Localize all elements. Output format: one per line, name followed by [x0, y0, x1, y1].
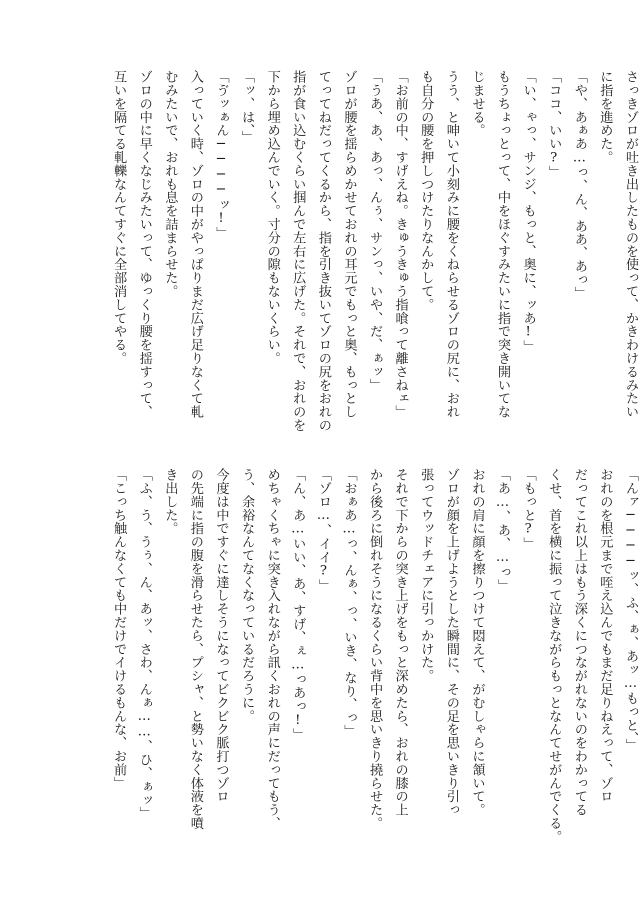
text-line: 「おぁあ…っ、んぁ、っ、いき、なり、っ」 — [341, 468, 357, 738]
text-line: も自分の腰を押しつけたりなんかして。 — [418, 70, 434, 312]
text-line: めちゃくちゃに突き入れながら訊くおれの声にだってもう、 — [264, 468, 280, 830]
text-line: 下から埋め込んでいく。寸分の隙もないくらい。 — [264, 70, 280, 365]
text-line: 「お前の中、すげえね。きゅうきゅう指喰って離さねェ」 — [392, 70, 408, 419]
text-line: じませる。 — [469, 70, 485, 137]
text-line: くせ、首を横に振って泣きながらもっとなんてせがんでくる。 — [546, 468, 562, 844]
text-line: 「ココ、いい?」 — [546, 70, 562, 179]
text-line: う、余裕なんてなくなっているだろうに。 — [239, 468, 255, 723]
text-line: 「や、あぁあ…っ、ん、ああ、あっ」 — [571, 70, 587, 300]
text-line: 「んァ────ッ、ふ、ぁ、あッ…もっと、」 — [623, 468, 638, 752]
text-line: 指が食い込むくらい掴んで左右に広げた。それで、おれのを — [290, 70, 306, 432]
text-line: おれの肩に顔を擦りつけて悶えて、がむしゃらに頷いて。 — [469, 468, 485, 817]
text-line: 「ん、あ…いい、あ、すげ、ぇ…っあっ!」 — [290, 468, 306, 742]
text-line: に指を進めた。 — [597, 70, 613, 164]
text-line: おれのを根元まで咥え込んでもまだ足りねえって、ゾロ — [597, 468, 613, 803]
text-line: てってねだってくるから、指を引き抜いてゾロの尻をおれの — [315, 70, 331, 432]
text-line: 「ゔッぁん────ッ!」 — [213, 70, 229, 240]
text-line: 「もっと?」 — [520, 468, 536, 551]
text-line: ゾロが顔を上げようとした瞬間に、その足を思いきり引っ — [443, 468, 459, 817]
text-line: ゾロの中に早くなじみたいって、ゆっくり腰を揺すって、 — [136, 70, 152, 419]
text-line: 「ゾロ…、イイ?」 — [315, 468, 331, 593]
text-line: から後ろに倒れそうになるくらい背中を思いきり撓らせた。 — [367, 468, 383, 830]
text-line: 「あ…、あ、…っ」 — [495, 468, 511, 593]
text-line: それで下からの突き上げをもっと深めたら、おれの膝の上 — [392, 468, 408, 817]
text-line: もうちょっとって、中をほぐすみたいに指で突き開いてな — [495, 70, 511, 419]
upper-text-block — [0, 70, 643, 432]
text-line: 「こっち触んなくても中だけでイけるもんな、お前」 — [111, 468, 127, 790]
text-line: だってこれ以上はもう深くにつながれないのをわかってる — [571, 468, 587, 817]
text-line: 「ふ、う、うぅ、ん、あッ、さわ、んぁ……、ひ、ぁッ」 — [136, 468, 152, 820]
text-line: 互いを隔てる軋轢なんてすぐに全部消してやる。 — [111, 70, 127, 365]
text-line: 「ッ、は、」 — [239, 70, 255, 144]
text-line: 今度は中ですぐに達しそうになってビクビク脈打つゾロ — [213, 468, 229, 803]
text-line: 「うあ、あ、あっ、んぅ、サンっ、いや、だ、ぁッ」 — [367, 70, 383, 392]
text-line: の先端に指の腹を滑らせたら、プシャ、と勢いなく体液を噴 — [187, 468, 203, 830]
text-line: さっきゾロが吐き出したものを使って、かきわけるみたい — [623, 70, 638, 419]
text-line: うう、と呻いて小刻みに腰をくねらせるゾロの尻に、おれ — [443, 70, 459, 419]
text-line: 張ってウッドチェアに引っかけた。 — [418, 468, 434, 683]
text-line: き出した。 — [162, 468, 178, 535]
text-line: 「い、ゃっ、サンジ、もっと、奥に、ッあ!」 — [520, 70, 536, 354]
text-line: 入っていく時、ゾロの中がやっぱりまだ広げ足りなくて軋 — [187, 70, 203, 419]
lower-text-block — [0, 468, 643, 844]
text-line: ゾロが腰を揺らめかせておれの耳元でもっと奥、もっとし — [341, 70, 357, 419]
text-line: むみたいで、おれも息を詰まらせた。 — [162, 70, 178, 298]
